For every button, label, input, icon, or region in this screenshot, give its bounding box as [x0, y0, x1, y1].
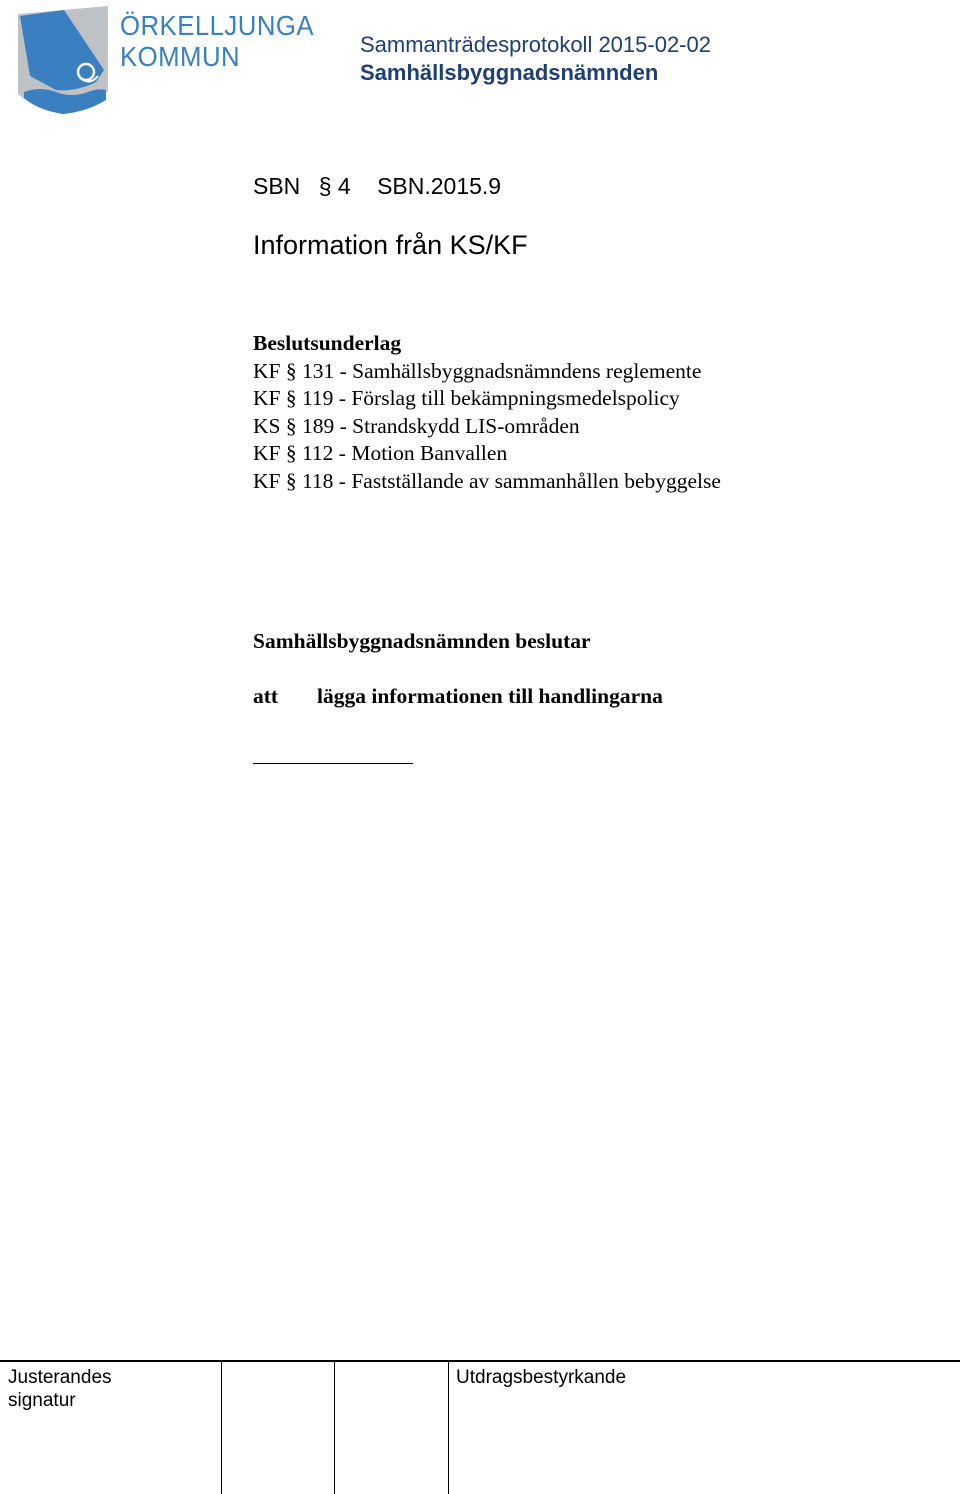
decision-row: [253, 684, 663, 709]
body-abbreviation: SBN: [253, 173, 301, 199]
municipality-logo: [16, 6, 111, 116]
footer-column-divider: [448, 1360, 449, 1494]
logo-text-line2: KOMMUN: [120, 41, 241, 72]
signature-label: Justerandes signatur: [8, 1367, 112, 1411]
item-title: Information från KS/KF: [253, 230, 528, 260]
end-divider: [253, 763, 413, 764]
footer-column-divider: [221, 1360, 222, 1494]
footer-top-rule: [0, 1360, 960, 1362]
case-number: SBN.2015.9: [377, 173, 502, 199]
footer-column-divider: [334, 1360, 335, 1494]
paragraph-number: [319, 173, 351, 200]
decision-heading: Samhällsbyggnadsnämnden beslutar: [253, 629, 591, 653]
decision-basis: [253, 330, 721, 496]
committee-name: Samhällsbyggnadsnämnden: [360, 60, 659, 85]
basis-item: KF § 112 - Motion Banvallen: [253, 441, 508, 466]
att-label: att: [253, 684, 279, 708]
basis-item: KS § 189 - Strandskydd LIS-områden: [253, 413, 580, 438]
basis-item: KF § 118 - Fastställande av sammanhållen bebyggelse: [253, 468, 721, 493]
extract-certification-label: Utdragsbestyrkande: [456, 1367, 627, 1388]
paragraph-reference: [253, 173, 501, 200]
basis-item: KF § 119 - Förslag till bekämpningsmedelspolicy: [253, 386, 680, 411]
logo-text-line1: ÖRKELLJUNGA: [120, 10, 315, 41]
section-sign: §: [318, 173, 332, 199]
footer-signature-table: [0, 1360, 960, 1494]
paragraph-number-value: 4: [337, 173, 351, 199]
basis-item: KF § 131 - Samhällsbyggnadsnämndens reglemente: [253, 358, 702, 383]
basis-heading: Beslutsunderlag: [253, 331, 402, 355]
logo-wordmark: [120, 10, 314, 72]
decision-text: lägga informationen till handlingarna: [317, 684, 663, 708]
protocol-title: Sammanträdesprotokoll 2015-02-02: [360, 32, 711, 57]
